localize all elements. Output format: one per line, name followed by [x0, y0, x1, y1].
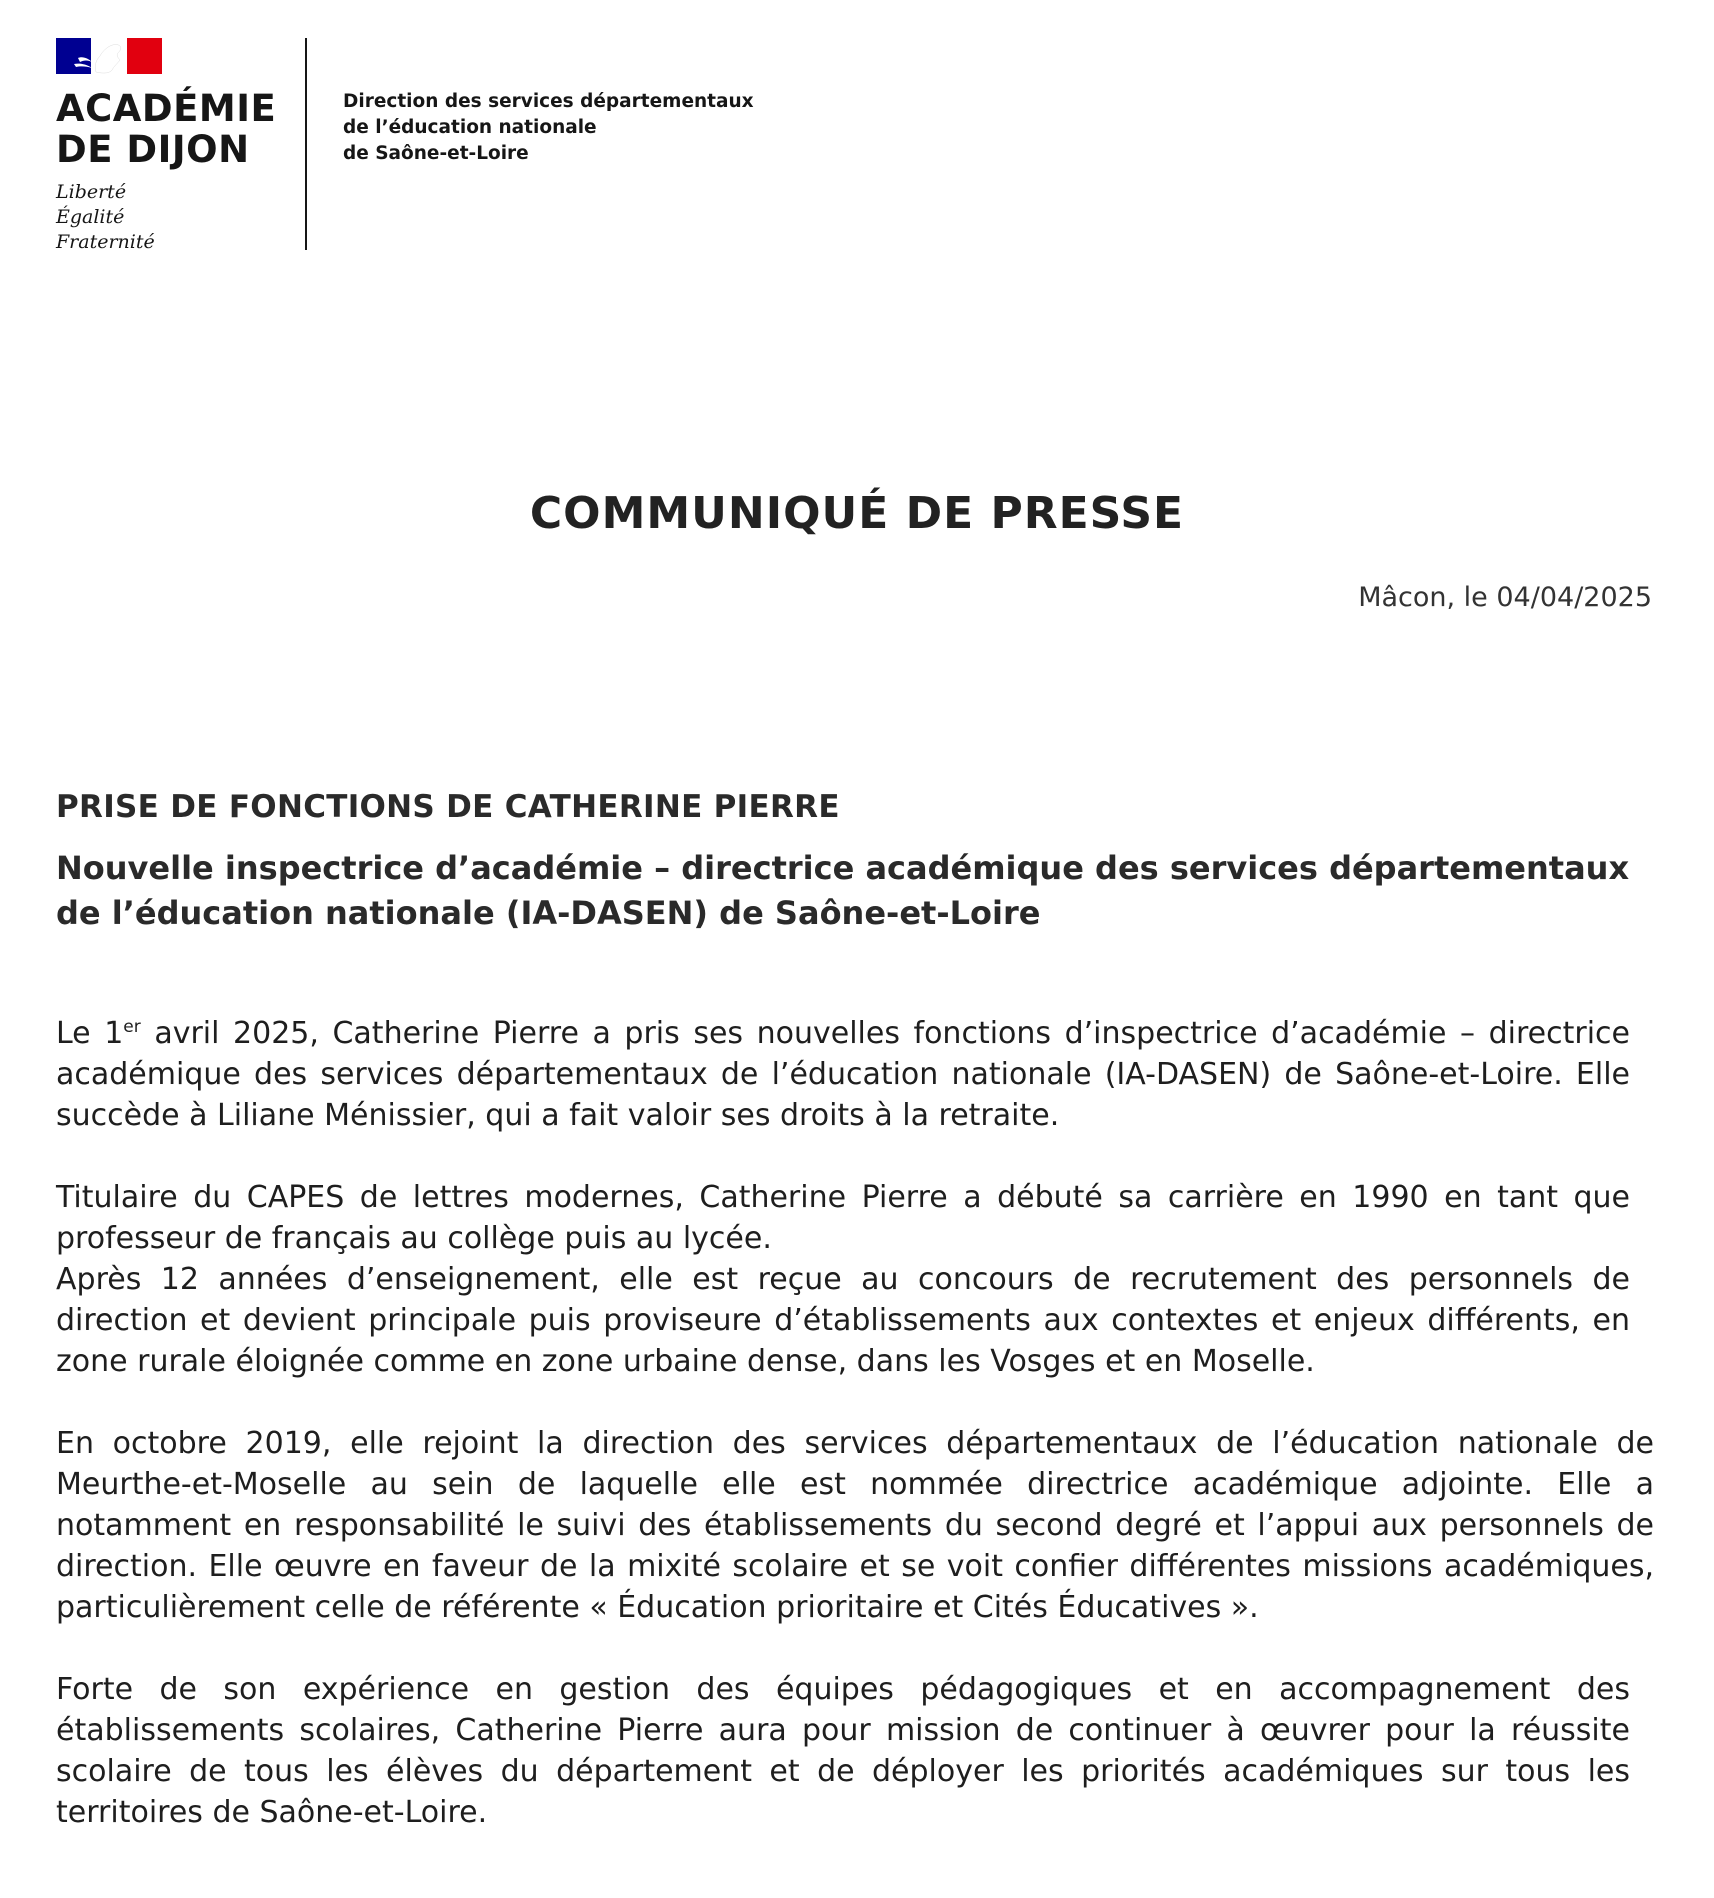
ordinal-superscript: er — [123, 1017, 141, 1037]
body-text — [56, 1013, 1654, 1874]
paragraph-2b: Après 12 années d’enseignement, elle est reçue au concours de recrutement des personnels de direction et devient principale puis proviseure d’établissements aux contextes et enjeux différents, en zone rurale éloignée comme en zone urbaine dense, dans les Vosges et en Moselle. — [56, 1262, 1630, 1379]
direction-line-3: de Saône-et-Loire — [343, 143, 529, 164]
paragraph-2a: Titulaire du CAPES de lettres modernes, Catherine Pierre a débuté sa carrière en 1990 en tant que professeur de français au collège puis au lycée. — [56, 1180, 1630, 1256]
institution-name — [56, 88, 296, 170]
main-heading: PRISE DE FONCTIONS DE CATHERINE PIERRE — [56, 789, 840, 825]
paragraph-1-rest: avril 2025, Catherine Pierre a pris ses nouvelles fonctions d’inspectrice d’académie – directrice académique des services départementaux de l’éducation nationale (IA-DASEN) de Saône-et-Loire. Elle succède à Liliane Ménissier, qui a fait valoir ses droits à la retraite. — [56, 1016, 1630, 1133]
page-title: COMMUNIQUÉ DE PRESSE — [529, 488, 1185, 539]
direction-line-1: Direction des services départementaux — [343, 91, 754, 112]
sub-heading-line-1: Nouvelle inspectrice d’académie – directrice académique des services départementaux — [56, 849, 1630, 887]
sub-heading — [56, 846, 1666, 936]
sub-heading-line-2: de l’éducation nationale (IA-DASEN) de Saône-et-Loire — [56, 894, 1041, 932]
header-divider — [305, 38, 307, 250]
institution-line-2: DE DIJON — [56, 128, 250, 171]
direction-block — [343, 89, 754, 167]
republic-motto — [56, 180, 296, 255]
direction-line-2: de l’éducation nationale — [343, 117, 597, 138]
motto-egalite: Égalité — [56, 206, 125, 228]
institution-line-1: ACADÉMIE — [56, 87, 277, 130]
academie-logo — [56, 36, 296, 255]
paragraph-1-start: Le 1 — [56, 1016, 124, 1051]
paragraph-1 — [56, 1013, 1630, 1136]
marianne-flag-icon — [56, 36, 162, 76]
paragraph-4: Forte de son expérience en gestion des équipes pédagogiques et en accompagnement des établissements scolaires, Catherine Pierre aura pour mission de continuer à œuvrer pour la réussite scolaire de tous les élèves du département et de déployer les priorités académiques sur tous les territoires de Saône-et-Loire. — [56, 1672, 1630, 1830]
release-date: Mâcon, le 04/04/2025 — [1358, 582, 1652, 613]
motto-fraternite: Fraternité — [56, 231, 155, 253]
motto-liberte: Liberté — [56, 181, 127, 203]
paragraph-3: En octobre 2019, elle rejoint la direction des services départementaux de l’éducation nationale de Meurthe-et-Moselle au sein de laquelle elle est nommée directrice académique adjointe. Elle a notamment en responsabilité le suivi des établissements du second degré et l’appui aux personnels de direction. Elle œuvre en faveur de la mixité scolaire et se voit confier différentes missions académiques, particulièrement celle de référente « Éducation prioritaire et Cités Éducatives ». — [56, 1426, 1654, 1625]
